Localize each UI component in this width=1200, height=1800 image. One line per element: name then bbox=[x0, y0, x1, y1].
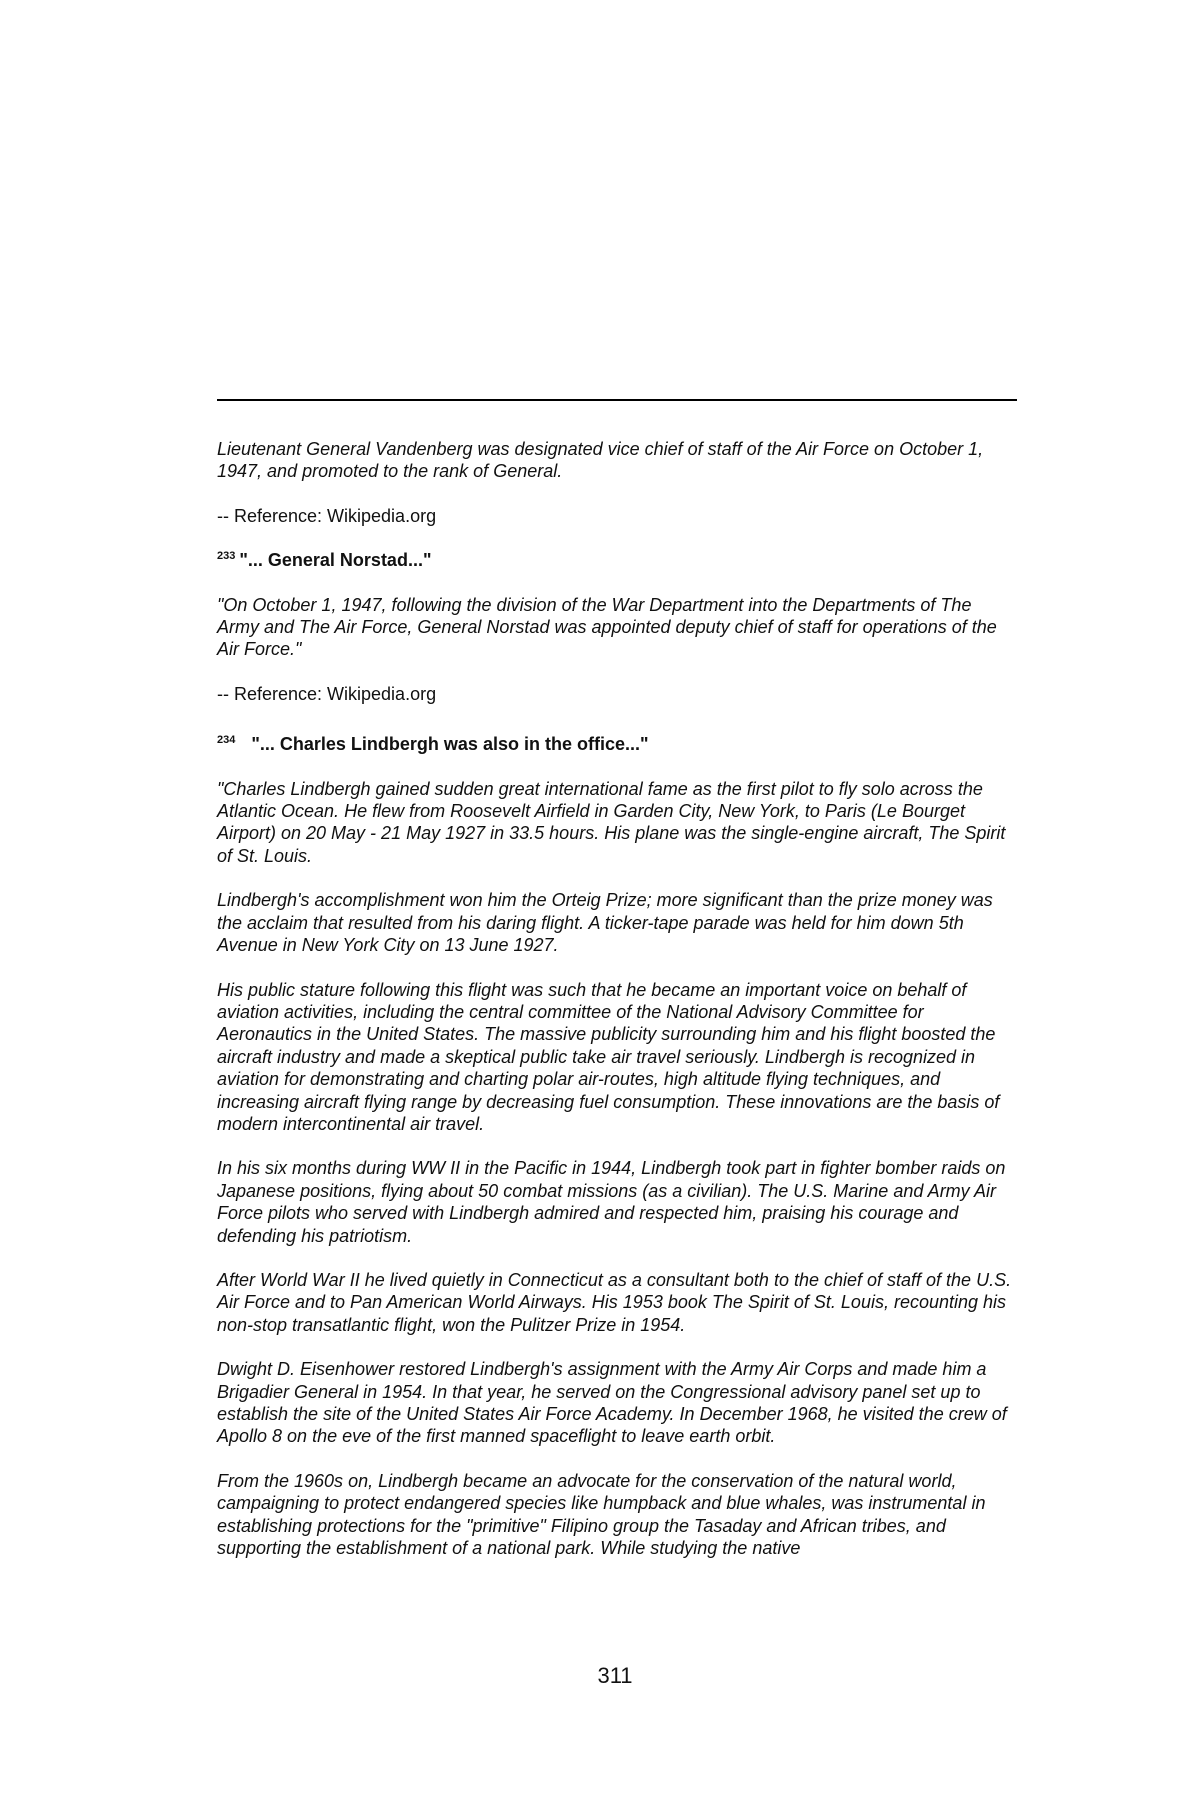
footnote-heading-233 bbox=[217, 549, 1017, 571]
footnote-paragraph: "On October 1, 1947, following the division of the War Department into the Departments of The Army and The Air Force, General Norstad was appointed deputy chief of staff for operations of the Air Force." bbox=[217, 594, 997, 660]
page-number: 311 bbox=[597, 1663, 633, 1688]
footnote-number: 233 bbox=[217, 550, 236, 563]
footnote-separator-rule bbox=[217, 399, 1017, 401]
reference-line: -- Reference: Wikipedia.org bbox=[217, 505, 437, 526]
footnote-paragraph: After World War II he lived quietly in Connecticut as a consultant both to the chief of staff of the U.S. Air Force and to Pan American World Airways. His 1953 book The Spirit of St. Louis, recounting his non-stop transatlantic flight, won the Pulitzer Prize in 1954. bbox=[217, 1269, 1012, 1335]
footnote-title: "... Charles Lindbergh was also in the office..." bbox=[251, 734, 649, 755]
footnote-paragraph: Dwight D. Eisenhower restored Lindbergh's assignment with the Army Air Corps and made him a Brigadier General in 1954. In that year, he served on the Congressional advisory panel set up to establish the site of the United States Air Force Academy. In December 1968, he visited the crew of Apollo 8 on the eve of the first manned spaceflight to leave earth orbit. bbox=[217, 1359, 1007, 1447]
footnotes-section bbox=[217, 438, 1017, 1581]
footnote-paragraph: From the 1960s on, Lindbergh became an advocate for the conservation of the natural world, campaigning to protect endangered species like humpback and blue whales, was instrumental in establishing protections for the "primitive" Filipino group the Tasaday and African tribes, and supporting the establishment of a national park. While studying the native bbox=[217, 1470, 986, 1559]
footnote-title: "... General Norstad..." bbox=[239, 550, 432, 571]
footnote-paragraph: Lindbergh's accomplishment won him the Orteig Prize; more significant than the prize money was the acclaim that resulted from his daring flight. A ticker-tape parade was held for him down 5th Avenue in New York City on 13 June 1927. bbox=[217, 890, 993, 956]
footnote-heading-234 bbox=[217, 727, 1017, 755]
footnote-paragraph: His public stature following this flight was such that he became an important voice on behalf of aviation activities, including the central committee of the National Advisory Committee for Aeronautics in the United States. The massive publicity surrounding him and his flight boosted the aircraft industry and made a skeptical public take air travel seriously. Lindbergh is recognized in aviation for demonstrating and charting polar air-routes, high altitude flying techniques, and increasing aircraft flying range by decreasing fuel consumption. These innovations are the basis of modern intercontinental air travel. bbox=[217, 979, 1000, 1134]
reference-line: -- Reference: Wikipedia.org bbox=[217, 683, 437, 704]
footnote-paragraph: In his six months during WW II in the Pacific in 1944, Lindbergh took part in fighter bomber raids on Japanese positions, flying about 50 combat missions (as a civilian). The U.S. Marine and Army Air Force pilots who served with Lindbergh admired and respected him, praising his courage and defending his patriotism. bbox=[217, 1158, 1006, 1246]
footnote-paragraph: "Charles Lindbergh gained sudden great international fame as the first pilot to fly solo across the Atlantic Ocean. He flew from Roosevelt Airfield in Garden City, New York, to Paris (Le Bourget Airport) on 20 May - 21 May 1927 in 33.5 hours. His plane was the single-engine aircraft, The Spirit of St. Louis. bbox=[217, 778, 1006, 866]
footnote-paragraph: Lieutenant General Vandenberg was designated vice chief of staff of the Air Force on October 1, 1947, and promoted to the rank of General. bbox=[217, 439, 984, 482]
footnote-number: 234 bbox=[217, 734, 236, 747]
